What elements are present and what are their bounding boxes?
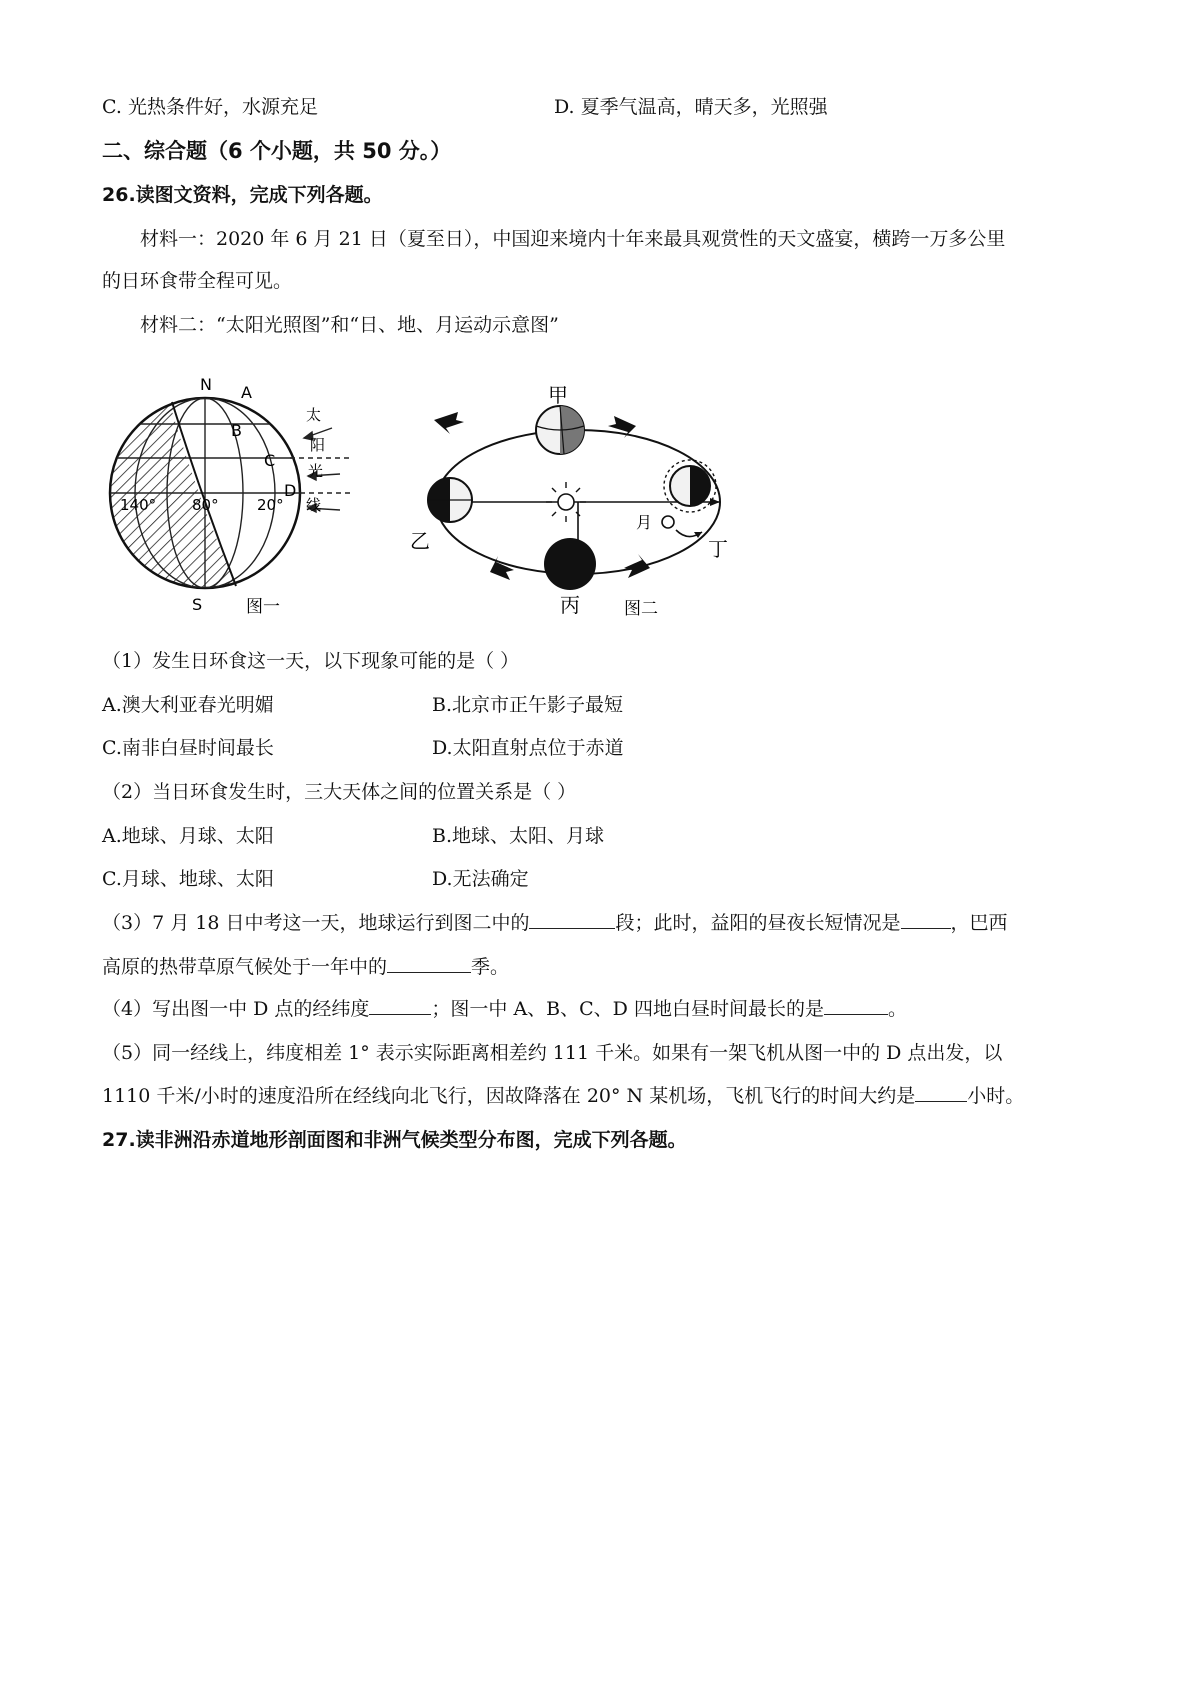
q26-5-line-1: （5）同一经线上，纬度相差 1° 表示实际距离相差约 111 千米。如果有一架飞机从图一中的 D 点出发，以 — [102, 1042, 1003, 1064]
moon — [662, 516, 674, 528]
option-c: C. 光热条件好，水源充足 — [102, 96, 318, 118]
q26-3-text-5: 季。 — [471, 956, 510, 978]
figure-1-sunlight-diagram — [100, 372, 360, 622]
label-ding: 丁 — [708, 537, 728, 561]
answer-blank-segment[interactable] — [529, 910, 615, 929]
q26-3-line-2 — [102, 954, 509, 980]
earth-yi — [428, 478, 472, 522]
q26-5-text-2: 小时。 — [967, 1085, 1025, 1107]
label-n: N — [200, 375, 212, 394]
earth-bing — [544, 538, 596, 590]
q26-3-text-4: 高原的热带草原气候处于一年中的 — [102, 956, 388, 978]
material-1-line-1: 材料一：2020 年 6 月 21 日（夏至日），中国迎来境内十年来最具观赏性的天文盛宴，横跨一万多公里 — [140, 228, 1006, 250]
q26-2-option-b: B.地球、太阳、月球 — [432, 825, 605, 847]
label-yi: 乙 — [410, 529, 430, 553]
label-c: C — [264, 451, 276, 470]
q26-3-text-2: 段；此时，益阳的昼夜长短情况是 — [615, 912, 901, 934]
q26-4-text-1: （4）写出图一中 D 点的经纬度 — [102, 998, 370, 1020]
option-d: D. 夏季气温高，晴天多，光照强 — [554, 96, 828, 118]
figure-2-orbit-diagram — [398, 382, 758, 628]
label-bing: 丙 — [560, 593, 580, 617]
label-d: D — [284, 481, 297, 500]
q26-2-question: （2）当日环食发生时，三大天体之间的位置关系是（ ） — [102, 781, 577, 803]
q26-3-text-3: ，巴西 — [950, 912, 1008, 934]
q26-5-line-2 — [102, 1083, 1024, 1109]
q26-1-option-a: A.澳大利亚春光明媚 — [102, 694, 274, 716]
q26-3-text-1: （3）7 月 18 日中考这一天，地球运行到图二中的 — [102, 912, 530, 934]
material-1-line-2: 的日环食带全程可见。 — [102, 270, 293, 292]
q26-1-option-b: B.北京市正午影子最短 — [432, 694, 624, 716]
q26-2-option-a: A.地球、月球、太阳 — [102, 825, 274, 847]
label-sun-2: 阳 — [310, 436, 326, 454]
q26-stem: 26.读图文资料，完成下列各题。 — [102, 184, 383, 206]
q26-1-option-d: D.太阳直射点位于赤道 — [432, 737, 624, 759]
earth-jia — [536, 406, 584, 454]
material-2: 材料二：“太阳光照图”和“日、地、月运动示意图” — [140, 314, 559, 336]
label-sun-1: 太 — [306, 406, 322, 424]
label-b: B — [231, 421, 242, 440]
answer-blank-hours[interactable] — [915, 1083, 967, 1102]
q27-stem: 27.读非洲沿赤道地形剖面图和非洲气候类型分布图，完成下列各题。 — [102, 1129, 687, 1151]
label-a: A — [241, 383, 252, 402]
label-moon: 月 — [636, 513, 653, 532]
section-title: 二、综合题（6 个小题，共 50 分。） — [102, 139, 452, 163]
q26-2-option-c: C.月球、地球、太阳 — [102, 868, 274, 890]
answer-blank-season[interactable] — [387, 954, 471, 973]
q26-5-text-1: 1110 千米/小时的速度沿所在经线向北飞行，因故降落在 20° N 某机场，飞机飞行的时间大约是 — [102, 1085, 916, 1107]
label-sun-3: 光 — [308, 462, 324, 480]
answer-blank-daylength[interactable] — [901, 910, 951, 929]
q26-2-option-d: D.无法确定 — [432, 868, 529, 890]
answer-blank-longest-day[interactable] — [824, 996, 888, 1015]
answer-blank-coordinates[interactable] — [369, 996, 431, 1015]
label-lon-140: 140° — [120, 496, 157, 514]
label-jia: 甲 — [548, 383, 568, 407]
q26-1-question: （1）发生日环食这一天，以下现象可能的是（ ） — [102, 650, 520, 672]
q26-4-text-2: ；图一中 A、B、C、D 四地白昼时间最长的是 — [431, 998, 824, 1020]
label-lon-80: 80° — [192, 496, 219, 514]
q26-1-option-c: C.南非白昼时间最长 — [102, 737, 274, 759]
figure-2-caption: 图二 — [624, 599, 658, 619]
label-lon-20: 20° — [257, 496, 284, 514]
q26-3-line-1 — [102, 910, 1008, 936]
label-s: S — [192, 595, 203, 614]
q26-4-line — [102, 996, 907, 1022]
figure-1-caption: 图一 — [246, 597, 280, 617]
sun — [546, 482, 586, 522]
q26-4-text-3: 。 — [887, 998, 907, 1020]
label-sun-4: 线 — [306, 496, 322, 514]
